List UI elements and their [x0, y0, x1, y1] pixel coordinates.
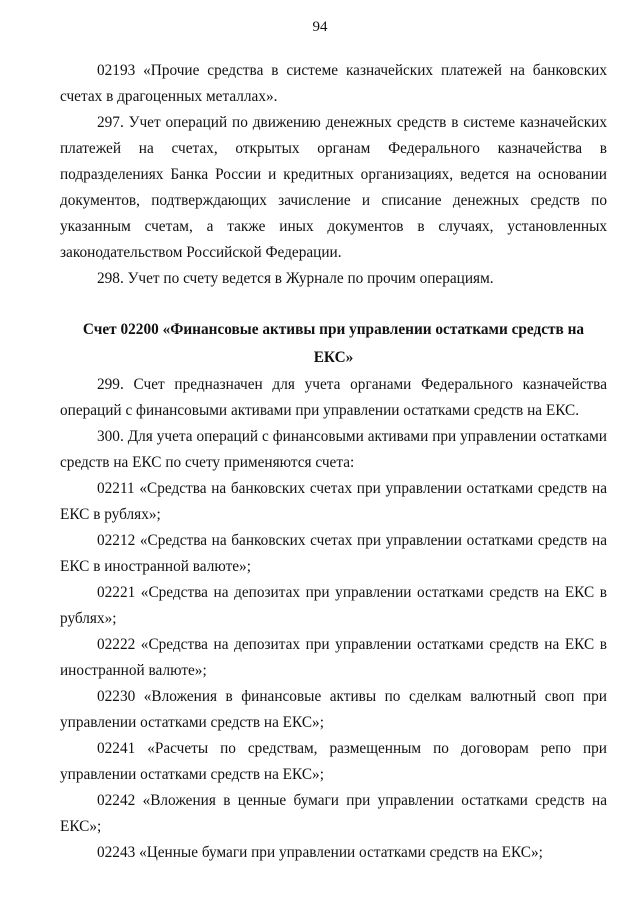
account-item: 02243 «Ценные бумаги при управлении остатками средств на ЕКС»; [97, 844, 543, 861]
account-item: 02212 «Средства на банковских счетах при управлении остатками средств на ЕКС в иностранной валюте»; [60, 532, 607, 575]
document-body [60, 58, 607, 866]
account-item: 02242 «Вложения в ценные бумаги при управлении остатками средств на ЕКС»; [60, 792, 607, 835]
paragraph: 299. Счет предназначен для учета органами Федерального казначейства операций с финансовыми активами при управлении остатками средств на ЕКС. [60, 376, 607, 419]
paragraph: 02193 «Прочие средства в системе казначейских платежей на банковских счетах в драгоценных металлах». [60, 62, 607, 105]
section-heading: Счет 02200 «Финансовые активы при управлении остатками средств на ЕКС» [82, 321, 585, 366]
account-item: 02221 «Средства на депозитах при управлении остатками средств на ЕКС в рублях»; [60, 584, 607, 627]
paragraph: 297. Учет операций по движению денежных средств в системе казначейских платежей на счетах, открытых органам Федерального казначейства в подразделениях Банка России и кредитных организациях, ведется на основании документов, подтверждающих зачисление и списание денежных средств по указанным счетам, а также иных документов в случаях, установленных законодательством Российской Федерации. [60, 114, 607, 261]
account-item: 02241 «Расчеты по средствам, размещенным по договорам репо при управлении остатками средств на ЕКС»; [60, 740, 607, 783]
paragraph: 298. Учет по счету ведется в Журнале по прочим операциям. [97, 270, 494, 287]
paragraph: 300. Для учета операций с финансовыми активами при управлении остатками средств на ЕКС по счету применяются счета: [60, 428, 607, 471]
account-item: 02222 «Средства на депозитах при управлении остатками средств на ЕКС в иностранной валюте»; [60, 636, 607, 679]
account-item: 02230 «Вложения в финансовые активы по сделкам валютный своп при управлении остатками средств на ЕКС»; [60, 688, 607, 731]
page-number: 94 [312, 19, 328, 35]
account-item: 02211 «Средства на банковских счетах при управлении остатками средств на ЕКС в рублях»; [60, 480, 607, 523]
